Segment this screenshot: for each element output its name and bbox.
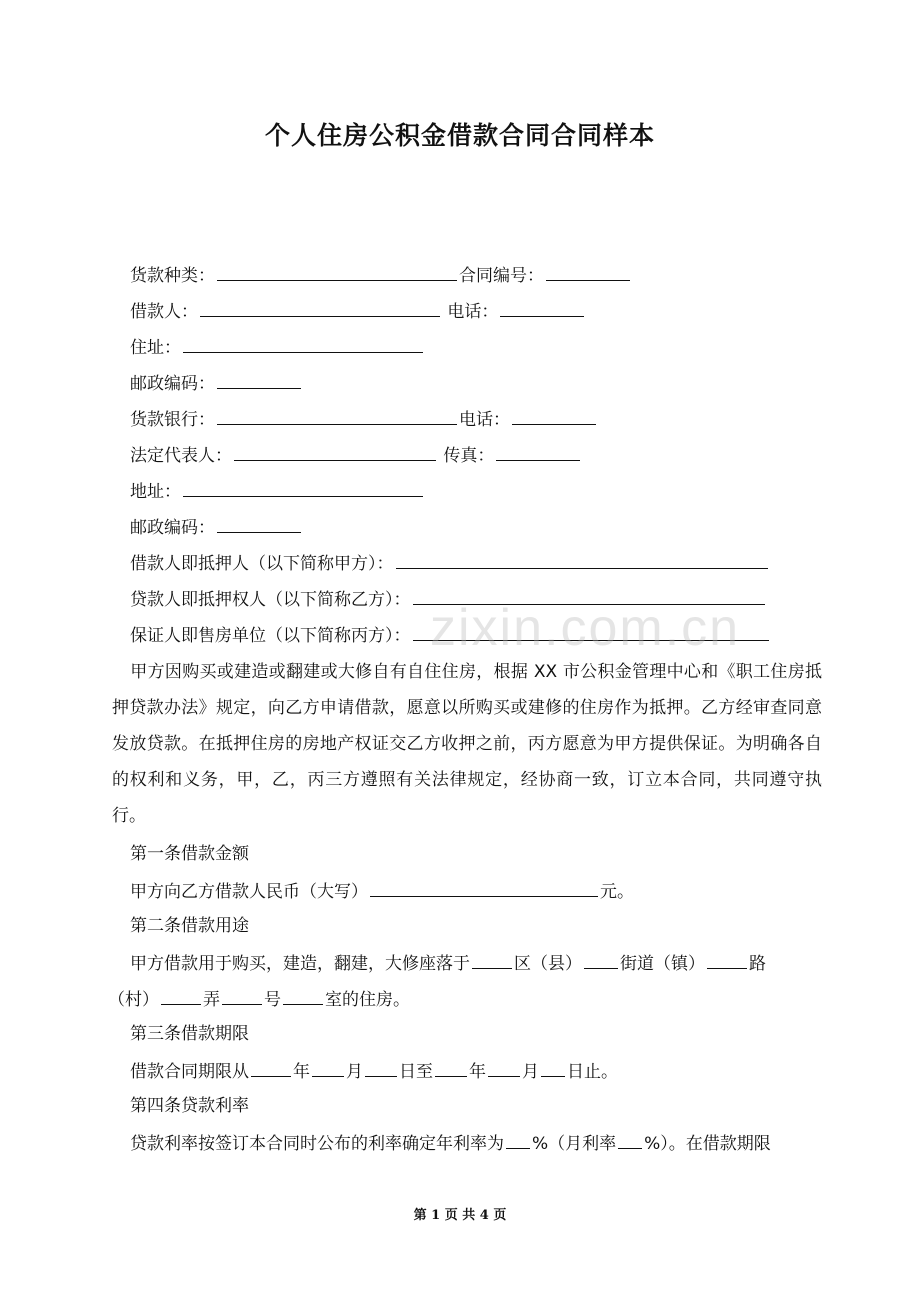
blank-start-month bbox=[312, 1058, 344, 1077]
label-lender-bank: 货款银行： bbox=[130, 410, 215, 430]
label-end-year: 年 bbox=[469, 1062, 486, 1082]
blank-phone-2 bbox=[512, 406, 596, 425]
article-2-line-1 bbox=[130, 950, 766, 976]
page-footer: 第 1 页 共 4 页 bbox=[413, 1208, 507, 1223]
blank-street bbox=[584, 950, 618, 969]
document-title: 个人住房公积金借款合同合同样本 bbox=[264, 121, 655, 150]
label-start-day: 日至 bbox=[399, 1062, 433, 1082]
label-street: 街道（镇） bbox=[620, 954, 705, 974]
label-room: 室的住房。 bbox=[325, 990, 410, 1010]
field-borrower bbox=[130, 298, 586, 322]
label-loan-type: 货款种类： bbox=[130, 266, 215, 286]
article-2-text: 甲方借款用于购买，建造，翻建，大修座落于 bbox=[130, 954, 470, 974]
label-party-c: 保证人即售房单位（以下简称丙方）： bbox=[130, 626, 411, 646]
article-3-title: 第三条借款期限 bbox=[130, 1024, 249, 1044]
blank-party-a bbox=[396, 550, 768, 569]
blank-legal-rep bbox=[234, 442, 436, 461]
field-loan-type bbox=[130, 262, 632, 286]
article-1-text-post: 元。 bbox=[600, 882, 634, 902]
blank-lane bbox=[161, 986, 201, 1005]
label-party-b: 贷款人即抵押权人（以下简称乙方）： bbox=[130, 590, 411, 610]
blank-contract-no bbox=[546, 262, 630, 281]
article-1-text bbox=[130, 878, 634, 904]
blank-amount bbox=[370, 878, 598, 897]
blank-postcode-2 bbox=[217, 514, 301, 533]
label-postcode-1: 邮政编码： bbox=[130, 374, 215, 394]
blank-postcode-1 bbox=[217, 370, 301, 389]
label-legal-rep: 法定代表人： bbox=[130, 446, 232, 466]
field-lender-bank bbox=[130, 406, 598, 430]
field-postcode-2 bbox=[130, 514, 303, 538]
field-legal-rep bbox=[130, 442, 582, 466]
label-end-day: 日止。 bbox=[567, 1062, 618, 1082]
label-end-month: 月 bbox=[522, 1062, 539, 1082]
article-4-text-pre: 贷款利率按签订本合同时公布的利率确定年利率为 bbox=[130, 1134, 504, 1154]
blank-address-1 bbox=[183, 334, 423, 353]
field-postcode-1 bbox=[130, 370, 303, 394]
blank-monthly-rate bbox=[618, 1130, 642, 1149]
intro-paragraph bbox=[112, 654, 822, 834]
intro-paragraph-text: 甲方因购买或建造或翻建或大修自有自住住房，根据 XX 市公积金管理中心和《职工住房抵押贷款办法》规定，向乙方申请借款，愿意以所购买或建修的住房作为抵押。乙方经审查同意发放贷款。在抵押住房的房地产权证交乙方收押之前，丙方愿意为甲方提供保证。为明确各自的权利和义务，甲，乙，丙三方遵照有关法律规定，经协商一致，订立本合同，共同遵守执行。 bbox=[112, 662, 822, 826]
blank-loan-type bbox=[217, 262, 457, 281]
label-borrower: 借款人： bbox=[130, 302, 198, 322]
label-village: （村） bbox=[108, 990, 159, 1010]
field-address-2 bbox=[130, 478, 425, 502]
blank-district bbox=[472, 950, 512, 969]
blank-number bbox=[222, 986, 262, 1005]
article-4-text bbox=[130, 1130, 771, 1156]
label-district: 区（县） bbox=[514, 954, 582, 974]
blank-room bbox=[283, 986, 323, 1005]
article-2-line-2 bbox=[108, 986, 410, 1012]
blank-end-month bbox=[488, 1058, 520, 1077]
blank-fax bbox=[496, 442, 580, 461]
blank-end-day bbox=[541, 1058, 565, 1077]
label-start-month: 月 bbox=[346, 1062, 363, 1082]
article-1-title: 第一条借款金额 bbox=[130, 844, 249, 864]
label-contract-no: 合同编号： bbox=[459, 266, 544, 286]
article-2-title: 第二条借款用途 bbox=[130, 916, 249, 936]
label-phone-2: 电话： bbox=[459, 410, 510, 430]
label-address-1: 住址： bbox=[130, 338, 181, 358]
blank-phone-1 bbox=[500, 298, 584, 317]
article-3-text bbox=[130, 1058, 618, 1084]
blank-lender-bank bbox=[217, 406, 457, 425]
field-address-1 bbox=[130, 334, 425, 358]
label-phone-1: 电话： bbox=[447, 302, 499, 322]
field-party-a bbox=[130, 550, 770, 574]
label-party-a: 借款人即抵押人（以下简称甲方）： bbox=[130, 554, 394, 574]
article-4-title: 第四条贷款利率 bbox=[130, 1096, 249, 1116]
label-number: 号 bbox=[264, 990, 281, 1010]
watermark: zixin.com.cn bbox=[430, 599, 741, 657]
blank-start-day bbox=[365, 1058, 397, 1077]
label-address-2: 地址： bbox=[130, 482, 181, 502]
label-start-year: 年 bbox=[293, 1062, 310, 1082]
label-road: 路 bbox=[749, 954, 766, 974]
blank-road bbox=[707, 950, 747, 969]
label-annual-rate: %（月利率 bbox=[532, 1134, 617, 1154]
blank-address-2 bbox=[183, 478, 423, 497]
blank-start-year bbox=[251, 1058, 291, 1077]
blank-end-year bbox=[435, 1058, 467, 1077]
blank-annual-rate bbox=[506, 1130, 530, 1149]
article-3-text-pre: 借款合同期限从 bbox=[130, 1062, 249, 1082]
label-monthly-rate: %）。在借款期限 bbox=[644, 1134, 771, 1154]
article-1-text-pre: 甲方向乙方借款人民币（大写） bbox=[130, 882, 368, 902]
label-postcode-2: 邮政编码： bbox=[130, 518, 215, 538]
blank-borrower bbox=[200, 298, 440, 317]
label-lane: 弄 bbox=[203, 990, 220, 1010]
label-fax: 传真： bbox=[443, 446, 495, 466]
